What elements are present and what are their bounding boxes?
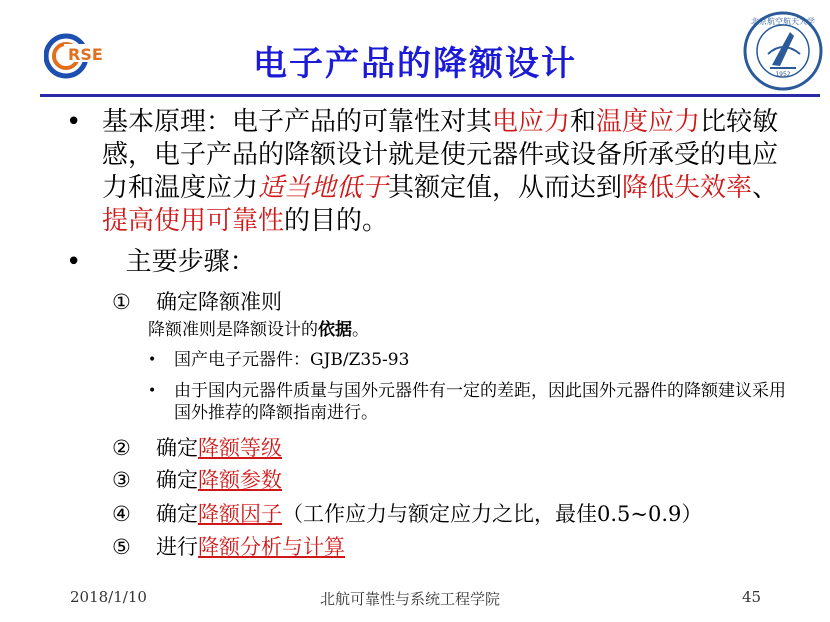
principle-paragraph — [66, 106, 796, 238]
highlight-temperature-stress: 温度应力 — [596, 107, 701, 137]
step-2-number: ② — [112, 436, 131, 460]
step-4-number: ④ — [112, 502, 131, 526]
principle-seg-4: 其额定值，从而达到 — [388, 173, 623, 203]
step-1-description — [148, 318, 369, 342]
steps-header-text: 主要步骤： — [125, 247, 256, 277]
principle-seg-5: 、 — [752, 173, 779, 203]
list-item-bullet: • — [148, 383, 157, 399]
list-item — [148, 380, 788, 424]
principle-seg-1: 基本原理：电子产品的可靠性对其 — [102, 107, 493, 137]
principle-text — [102, 106, 796, 238]
list-item-bullet: • — [148, 352, 157, 368]
step-1 — [112, 288, 282, 316]
step-5-link[interactable]: 降额分析与计算 — [198, 535, 345, 559]
step-5 — [112, 533, 345, 561]
rse-logo-text: RSE — [68, 45, 103, 64]
principle-bullet: • — [66, 107, 82, 137]
step-1-label: 确定降额准则 — [156, 290, 282, 314]
highlight-electric-stress: 电应力 — [492, 107, 571, 137]
step-1-desc-post: 。 — [352, 320, 369, 340]
step-4 — [112, 500, 702, 528]
step-3-prefix: 确定 — [156, 468, 198, 492]
list-item — [148, 349, 788, 371]
step-3 — [112, 466, 282, 494]
list-item-text: 由于国内元器件质量与国外元器件有一定的差距，因此国外元器件的降额建议采用国外推荐的降额指南进行。 — [174, 381, 786, 423]
step-1-desc-bold: 依据 — [318, 320, 352, 340]
step-5-prefix: 进行 — [156, 535, 198, 559]
step-4-note: （工作应力与额定应力之比，最佳0.5~0.9） — [282, 502, 703, 526]
step-3-link[interactable]: 降额参数 — [198, 468, 282, 492]
highlight-appropriately-lower: 适当地低于 — [258, 173, 389, 203]
seal-year-text: 1952 — [775, 71, 791, 78]
footer-page-number: 45 — [742, 588, 762, 606]
step-4-link[interactable]: 降额因子 — [198, 502, 282, 526]
title-divider — [40, 94, 820, 97]
list-item-text: 国产电子元器件：GJB/Z35-93 — [174, 350, 410, 370]
step-3-number: ③ — [112, 468, 131, 492]
highlight-reduce-failure-rate: 降低失效率 — [622, 173, 753, 203]
slide-title: 电子产品的降额设计 — [253, 44, 577, 84]
principle-seg-6: 的目的。 — [284, 206, 389, 236]
step-2 — [112, 434, 282, 462]
footer-organization: 北航可靠性与系统工程学院 — [320, 590, 501, 608]
step-2-prefix: 确定 — [156, 436, 198, 460]
footer-date: 2018/1/10 — [70, 588, 147, 606]
seal-name-text: 北京航空航天大学 — [751, 17, 815, 26]
step-2-link[interactable]: 降额等级 — [198, 436, 282, 460]
steps-bullet: • — [66, 247, 82, 277]
step-1-desc-pre: 降额准则是降额设计的 — [148, 320, 318, 340]
principle-seg-3: 比较敏感，电子产品的降额设计就是使元器件或设备所承受的电应力和温度应力 — [102, 107, 779, 203]
highlight-improve-reliability: 提高使用可靠性 — [102, 206, 285, 236]
step-4-prefix: 确定 — [156, 502, 198, 526]
step-5-number: ⑤ — [112, 535, 131, 559]
step-1-number: ① — [112, 290, 131, 314]
steps-header — [66, 246, 256, 279]
principle-seg-2: 和 — [570, 107, 597, 137]
